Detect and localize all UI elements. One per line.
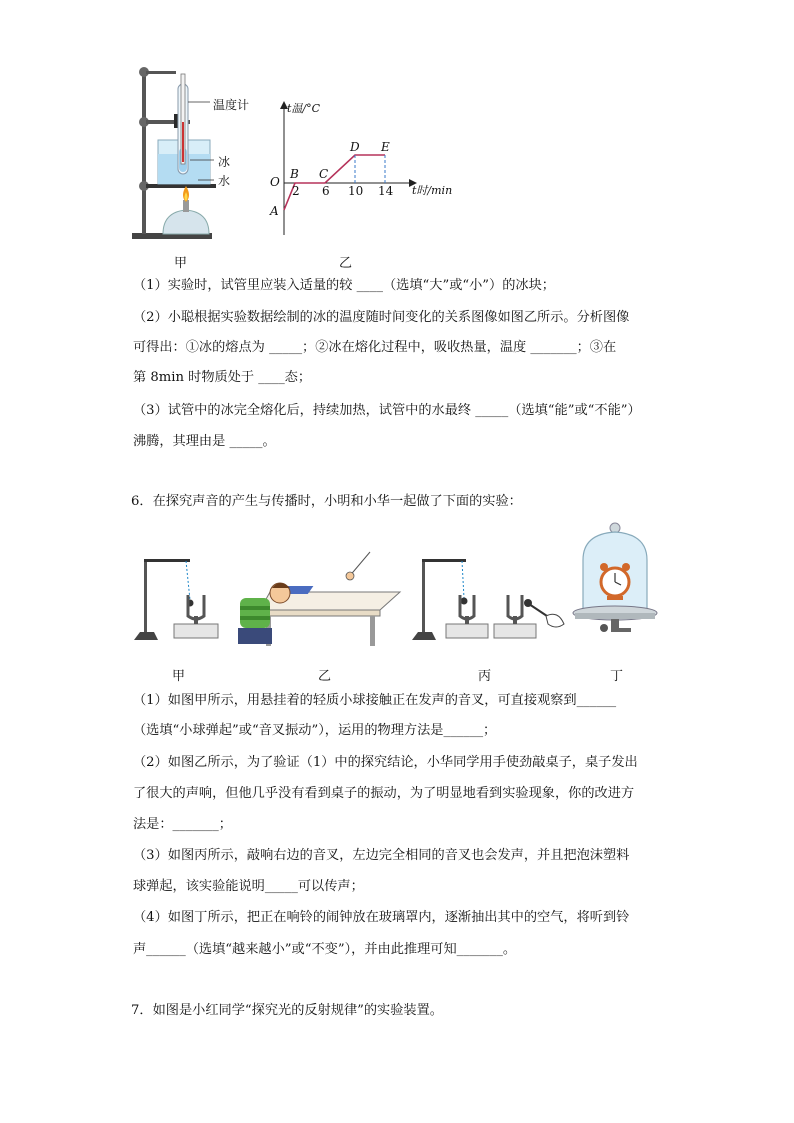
water-label: 水 [218, 174, 231, 188]
q6-part1-line1: （1）如图甲所示，用悬挂着的轻质小球接触正在发声的音叉，可直接观察到______ [133, 693, 617, 708]
point-e-label: E [381, 140, 390, 154]
point-a-label: A [270, 204, 279, 218]
q7-title: 7．如图是小红同学“探究光的反射规律”的实验装置。 [131, 1003, 443, 1018]
q5-part3-line1: （3）试管中的冰完全熔化后，持续加热，试管中的水最终 _____（选填“能”或“不能”） [133, 403, 641, 418]
tick-6: 6 [322, 184, 330, 198]
tick-10: 10 [348, 184, 364, 198]
q5-part2-line2: 可得出：①冰的熔点为 _____；②冰在熔化过程中，吸收热量，温度 _______；③在 [133, 340, 617, 355]
figure-caption-jia-2: 甲 [172, 669, 186, 684]
ice-label: 冰 [218, 155, 231, 169]
tick-2: 2 [292, 184, 300, 198]
heating-apparatus-figure [128, 62, 268, 247]
q6-part4-line2: 声______（选填“越来越小”或“不变”），并由此推理可知_______。 [133, 942, 517, 957]
q6-part3-line2: 球弹起，该实验能说明_____可以传声； [133, 879, 364, 894]
figure-caption-yi: 乙 [339, 256, 353, 271]
thermometer-label: 温度计 [213, 98, 250, 112]
q5-part2-line3: 第 8min 时物质处于 ____态； [133, 370, 312, 385]
figure-caption-ding: 丁 [610, 669, 624, 684]
q5-part3-line2: 沸腾，其理由是 _____。 [133, 434, 276, 449]
q5-part1: （1）实验时，试管里应装入适量的较 ____（选填“大”或“小”）的冰块； [133, 278, 555, 293]
origin-label: O [270, 175, 280, 189]
q6-title: 6．在探究声音的产生与传播时，小明和小华一起做了下面的实验： [131, 494, 522, 509]
point-b-label: B [290, 167, 299, 181]
tick-14: 14 [378, 184, 394, 198]
bell-jar-clock-figure [565, 520, 665, 645]
two-tuning-forks-figure [406, 550, 566, 645]
figure-caption-jia: 甲 [174, 256, 188, 271]
q5-part2-line1: （2）小聪根据实验数据绘制的冰的温度随时间变化的关系图像如图乙所示。分析图像 [133, 310, 630, 325]
q6-part1-line2: （选填“小球弹起”或“音叉振动”），运用的物理方法是______； [133, 723, 497, 738]
figure-caption-yi-2: 乙 [318, 669, 332, 684]
q6-part4-line1: （4）如图丁所示，把正在响铃的闹钟放在玻璃罩内，逐渐抽出其中的空气，将听到铃 [133, 910, 630, 925]
desk-knocking-figure [230, 548, 405, 648]
q6-part2-line2: 了很大的声响，但他几乎没有看到桌子的振动，为了明显地看到实验现象，你的改进方 [133, 786, 635, 801]
point-c-label: C [319, 167, 329, 181]
x-axis-label: t时/min [412, 184, 453, 197]
figure-caption-bing: 丙 [478, 669, 492, 684]
q6-part3-line1: （3）如图丙所示，敲响右边的音叉，左边完全相同的音叉也会发声，并且把泡沫塑料 [133, 848, 630, 863]
q6-part2-line3: 法是：_______； [133, 817, 232, 832]
point-d-label: D [350, 140, 360, 154]
tuning-fork-ball-figure [128, 550, 223, 645]
y-axis-label: t温/°C [287, 102, 321, 115]
q6-part2-line1: （2）如图乙所示，为了验证（1）中的探究结论，小华同学用手使劲敲桌子，桌子发出 [133, 755, 638, 770]
